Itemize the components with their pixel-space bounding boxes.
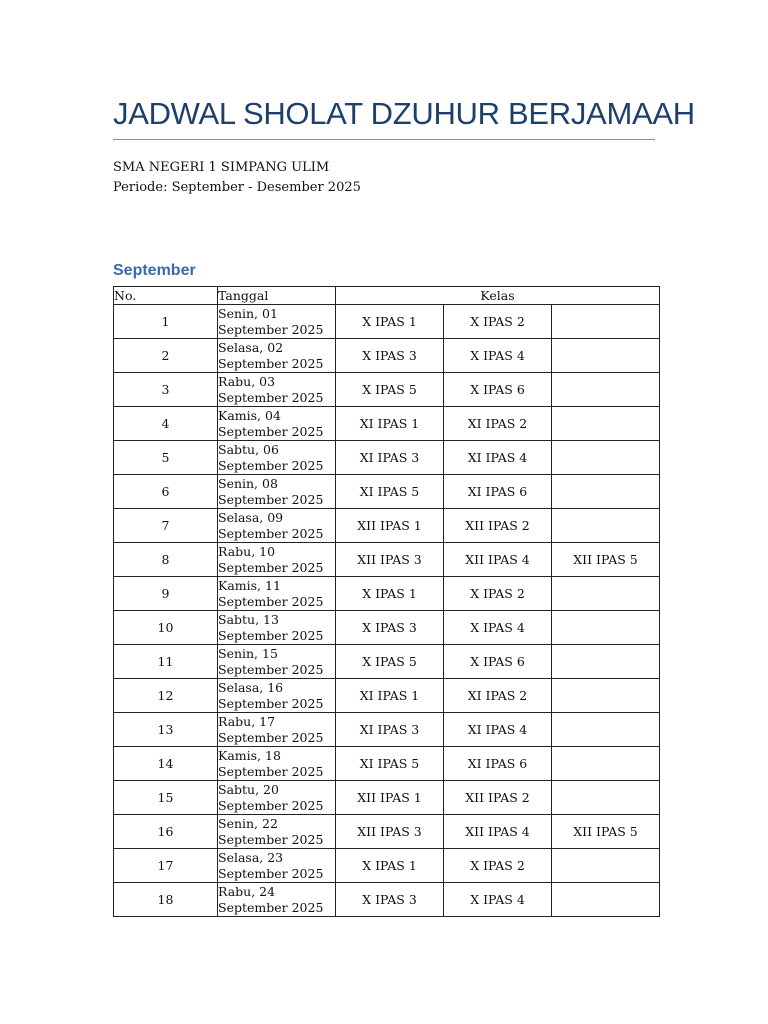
row-date xyxy=(218,781,336,815)
row-date-day: Sabtu, 20 xyxy=(218,781,279,797)
table-row xyxy=(114,373,660,407)
row-class-3 xyxy=(552,373,660,407)
table-row xyxy=(114,713,660,747)
row-date-month: September 2025 xyxy=(218,593,324,609)
row-date-day: Rabu, 24 xyxy=(218,883,276,899)
row-class-3 xyxy=(552,713,660,747)
row-class-3 xyxy=(552,577,660,611)
row-class-2: XII IPAS 4 xyxy=(444,543,552,577)
row-class-3 xyxy=(552,645,660,679)
row-class-1: X IPAS 3 xyxy=(336,883,444,917)
row-date-month: September 2025 xyxy=(218,321,324,337)
row-class-2: X IPAS 4 xyxy=(444,339,552,373)
row-class-1: X IPAS 3 xyxy=(336,611,444,645)
row-class-2: X IPAS 2 xyxy=(444,577,552,611)
table-row xyxy=(114,305,660,339)
row-date-day: Rabu, 03 xyxy=(218,373,276,389)
row-class-1: XI IPAS 3 xyxy=(336,441,444,475)
row-class-3: XII IPAS 5 xyxy=(552,543,660,577)
row-date-month: September 2025 xyxy=(218,355,324,371)
row-class-2: X IPAS 4 xyxy=(444,883,552,917)
row-class-2: XI IPAS 4 xyxy=(444,713,552,747)
row-date xyxy=(218,747,336,781)
row-date xyxy=(218,849,336,883)
row-class-1: X IPAS 1 xyxy=(336,849,444,883)
row-date-day: Selasa, 09 xyxy=(218,509,284,525)
row-class-2: X IPAS 2 xyxy=(444,849,552,883)
table-row xyxy=(114,543,660,577)
row-date-month: September 2025 xyxy=(218,865,324,881)
row-class-1: XI IPAS 1 xyxy=(336,407,444,441)
row-date-month: September 2025 xyxy=(218,525,324,541)
row-class-2: XII IPAS 2 xyxy=(444,781,552,815)
title-divider xyxy=(113,139,655,140)
row-date xyxy=(218,305,336,339)
school-name: SMA NEGERI 1 SIMPANG ULIM xyxy=(113,160,330,175)
row-class-3 xyxy=(552,305,660,339)
row-date-day: Rabu, 10 xyxy=(218,543,276,559)
row-date-month: September 2025 xyxy=(218,457,324,473)
row-class-3 xyxy=(552,407,660,441)
table-row xyxy=(114,679,660,713)
row-date xyxy=(218,339,336,373)
row-date-month: September 2025 xyxy=(218,559,324,575)
row-class-3 xyxy=(552,883,660,917)
row-number: 11 xyxy=(114,645,218,679)
row-date-day: Selasa, 02 xyxy=(218,339,284,355)
row-date-month: September 2025 xyxy=(218,831,324,847)
table-header-row xyxy=(114,287,660,305)
column-header-no: No. xyxy=(114,287,218,305)
row-number: 1 xyxy=(114,305,218,339)
table-row xyxy=(114,339,660,373)
row-class-1: XI IPAS 1 xyxy=(336,679,444,713)
table-row xyxy=(114,747,660,781)
row-date-month: September 2025 xyxy=(218,695,324,711)
column-header-kelas: Kelas xyxy=(336,287,660,305)
row-class-2: X IPAS 2 xyxy=(444,305,552,339)
row-class-1: X IPAS 5 xyxy=(336,373,444,407)
row-class-3 xyxy=(552,849,660,883)
table-row xyxy=(114,883,660,917)
table-row xyxy=(114,849,660,883)
table-row xyxy=(114,509,660,543)
row-date-day: Selasa, 16 xyxy=(218,679,284,695)
row-date xyxy=(218,509,336,543)
row-date xyxy=(218,611,336,645)
row-date-day: Senin, 22 xyxy=(218,815,278,831)
row-class-1: X IPAS 3 xyxy=(336,339,444,373)
row-class-2: XI IPAS 6 xyxy=(444,747,552,781)
table-row xyxy=(114,475,660,509)
row-class-2: XI IPAS 6 xyxy=(444,475,552,509)
row-number: 12 xyxy=(114,679,218,713)
row-class-3 xyxy=(552,475,660,509)
row-class-3: XII IPAS 5 xyxy=(552,815,660,849)
table-row xyxy=(114,781,660,815)
row-number: 8 xyxy=(114,543,218,577)
table-row xyxy=(114,645,660,679)
row-class-2: XII IPAS 4 xyxy=(444,815,552,849)
row-date-month: September 2025 xyxy=(218,389,324,405)
row-class-3 xyxy=(552,611,660,645)
row-number: 10 xyxy=(114,611,218,645)
row-date xyxy=(218,407,336,441)
row-date-day: Sabtu, 13 xyxy=(218,611,279,627)
row-date xyxy=(218,815,336,849)
row-number: 5 xyxy=(114,441,218,475)
row-date xyxy=(218,645,336,679)
row-date xyxy=(218,883,336,917)
row-class-1: XI IPAS 5 xyxy=(336,475,444,509)
table-row xyxy=(114,611,660,645)
row-date-day: Sabtu, 06 xyxy=(218,441,279,457)
row-date xyxy=(218,679,336,713)
row-date-month: September 2025 xyxy=(218,627,324,643)
row-date-day: Senin, 08 xyxy=(218,475,278,491)
row-number: 6 xyxy=(114,475,218,509)
row-date-day: Kamis, 18 xyxy=(218,747,281,763)
row-number: 14 xyxy=(114,747,218,781)
column-header-date: Tanggal xyxy=(218,287,336,305)
row-class-3 xyxy=(552,747,660,781)
row-class-2: XI IPAS 2 xyxy=(444,407,552,441)
row-class-2: X IPAS 6 xyxy=(444,373,552,407)
row-class-3 xyxy=(552,679,660,713)
row-class-1: X IPAS 1 xyxy=(336,577,444,611)
row-date-day: Selasa, 23 xyxy=(218,849,284,865)
row-class-1: X IPAS 1 xyxy=(336,305,444,339)
row-date xyxy=(218,441,336,475)
row-class-1: XII IPAS 1 xyxy=(336,509,444,543)
row-date-day: Rabu, 17 xyxy=(218,713,276,729)
schedule-table-body xyxy=(114,305,660,917)
row-class-1: XI IPAS 5 xyxy=(336,747,444,781)
row-class-1: XII IPAS 3 xyxy=(336,815,444,849)
schedule-period: Periode: September - Desember 2025 xyxy=(113,180,361,195)
row-date-day: Senin, 15 xyxy=(218,645,278,661)
section-heading-month: September xyxy=(113,262,196,279)
table-row xyxy=(114,441,660,475)
row-class-3 xyxy=(552,339,660,373)
table-row xyxy=(114,577,660,611)
row-class-3 xyxy=(552,781,660,815)
row-class-2: X IPAS 4 xyxy=(444,611,552,645)
row-number: 15 xyxy=(114,781,218,815)
table-row xyxy=(114,815,660,849)
row-date-month: September 2025 xyxy=(218,729,324,745)
row-number: 13 xyxy=(114,713,218,747)
row-number: 2 xyxy=(114,339,218,373)
row-class-1: XII IPAS 3 xyxy=(336,543,444,577)
row-date-month: September 2025 xyxy=(218,661,324,677)
row-class-1: XII IPAS 1 xyxy=(336,781,444,815)
row-number: 18 xyxy=(114,883,218,917)
row-class-2: XII IPAS 2 xyxy=(444,509,552,543)
schedule-table xyxy=(113,286,660,917)
row-date-day: Kamis, 04 xyxy=(218,407,281,423)
row-date-day: Senin, 01 xyxy=(218,305,278,321)
row-date xyxy=(218,713,336,747)
row-date xyxy=(218,373,336,407)
row-date xyxy=(218,543,336,577)
row-class-3 xyxy=(552,441,660,475)
row-class-2: XI IPAS 2 xyxy=(444,679,552,713)
row-date-month: September 2025 xyxy=(218,797,324,813)
row-number: 3 xyxy=(114,373,218,407)
row-date xyxy=(218,577,336,611)
row-date-month: September 2025 xyxy=(218,491,324,507)
document-title: JADWAL SHOLAT DZUHUR BERJAMAAH xyxy=(113,96,695,131)
row-class-1: X IPAS 5 xyxy=(336,645,444,679)
row-number: 16 xyxy=(114,815,218,849)
row-class-1: XI IPAS 3 xyxy=(336,713,444,747)
row-class-3 xyxy=(552,509,660,543)
row-class-2: X IPAS 6 xyxy=(444,645,552,679)
row-date-month: September 2025 xyxy=(218,423,324,439)
table-row xyxy=(114,407,660,441)
row-date-month: September 2025 xyxy=(218,899,324,915)
row-number: 17 xyxy=(114,849,218,883)
row-date xyxy=(218,475,336,509)
row-number: 7 xyxy=(114,509,218,543)
row-date-day: Kamis, 11 xyxy=(218,577,281,593)
row-number: 9 xyxy=(114,577,218,611)
row-date-month: September 2025 xyxy=(218,763,324,779)
row-class-2: XI IPAS 4 xyxy=(444,441,552,475)
row-number: 4 xyxy=(114,407,218,441)
